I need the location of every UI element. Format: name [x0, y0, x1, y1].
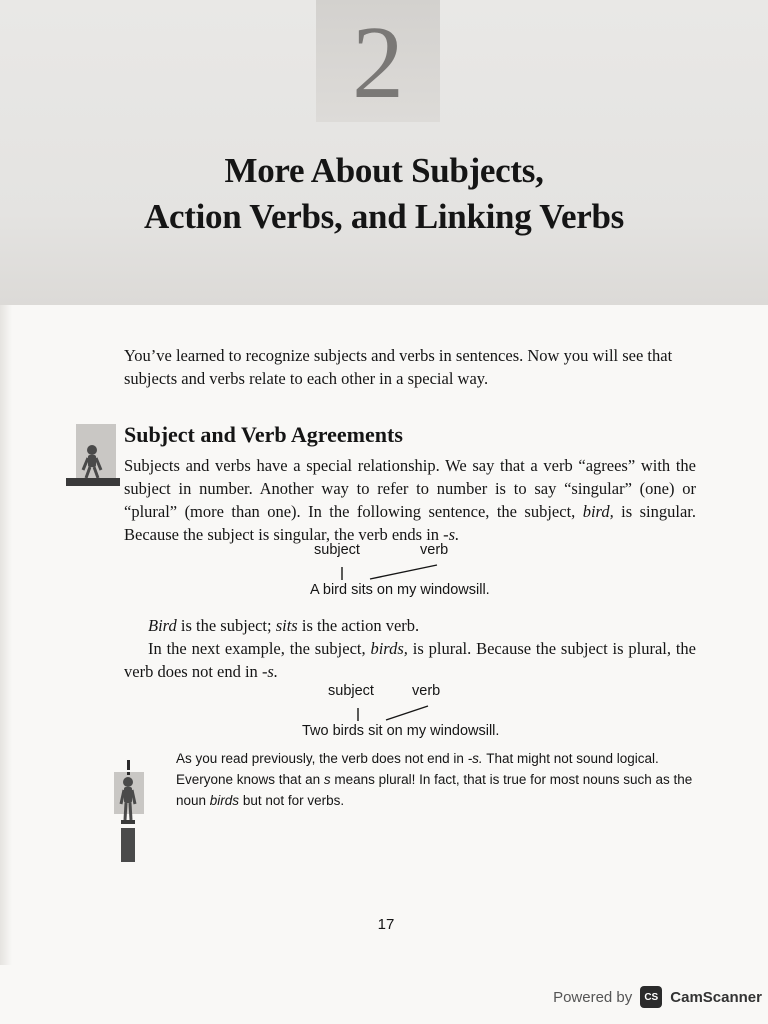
- tip-note: [176, 748, 696, 811]
- example-diagram-plural: [300, 683, 540, 743]
- note-text-b: That might not sound logical. Everyone knows that an: [176, 751, 659, 787]
- chapter-number: 2: [352, 5, 404, 120]
- diagram-connector-lines: [300, 703, 540, 723]
- camscanner-brand: CamScanner: [670, 988, 762, 1006]
- agreement-paragraph: [124, 454, 696, 546]
- diagram-sentence: A bird sits on my windowsill.: [310, 582, 490, 598]
- explanation-paragraph: [124, 614, 696, 683]
- intro-paragraph: You’ve learned to recognize subjects and verbs in sentences. Now you will see that subjects and verbs relate to each other in a special way.: [124, 346, 673, 388]
- standing-figure-icon: [108, 760, 148, 864]
- explanation-text-b: is the action verb.: [297, 616, 420, 635]
- exclamation-icon: [127, 760, 130, 770]
- diagram-subject-label: subject: [328, 683, 374, 699]
- chapter-title-line-2: Action Verbs, and Linking Verbs: [144, 197, 624, 236]
- logo-text: CS: [644, 991, 659, 1003]
- note-text-a: As you read previously, the verb does not end in: [176, 751, 468, 766]
- agreement-em-s: -s.: [443, 525, 460, 544]
- diagram-subject-label: subject: [314, 542, 360, 558]
- chapter-title-line-1: More About Subjects,: [224, 151, 544, 190]
- explanation-text-a: is the subject;: [176, 616, 276, 635]
- chapter-title: [40, 148, 728, 240]
- em-sits: sits: [275, 616, 298, 635]
- note-em-birds: birds: [209, 793, 240, 808]
- diagram-sentence: Two birds sit on my windowsill.: [302, 723, 500, 739]
- note-em-letter-s: s: [323, 772, 331, 787]
- plural-text-b: is plural. Because the subject is plural, the verb does not end in: [124, 639, 696, 681]
- note-text-d: but not for verbs.: [239, 793, 345, 808]
- camscanner-logo-icon: [640, 986, 662, 1008]
- em-bird: Bird: [148, 616, 177, 635]
- diagram-connector-lines: [300, 562, 540, 582]
- section-heading: Subject and Verb Agreements: [124, 422, 403, 447]
- plural-text-a: In the next example, the subject,: [148, 639, 371, 658]
- sitting-figure-icon: [64, 424, 120, 490]
- page-number: 17: [377, 916, 395, 933]
- example-diagram-singular: [300, 542, 540, 602]
- powered-by-text: Powered by: [553, 988, 633, 1006]
- note-em-s: -s.: [467, 751, 483, 766]
- note-text-c: means plural! In fact, that is true for most nouns such as the noun: [176, 772, 693, 808]
- em-s-plural: -s.: [261, 662, 278, 681]
- page-gutter-shadow: [0, 305, 12, 965]
- agreement-text-a: Subjects and verbs have a special relationship. We say that a verb “agrees” with the subject in number. Another way to refer to number is to say “singular” (one) or “plural” (more than one). In the following sentence, the subject,: [124, 456, 696, 521]
- camscanner-watermark: [512, 980, 762, 1014]
- agreement-em-bird: bird,: [582, 502, 614, 521]
- diagram-verb-label: verb: [420, 542, 449, 558]
- em-birds: birds,: [370, 639, 408, 658]
- agreement-text-b: is singular. Because the subject is singular, the verb ends in: [124, 502, 696, 544]
- diagram-verb-label: verb: [412, 683, 441, 699]
